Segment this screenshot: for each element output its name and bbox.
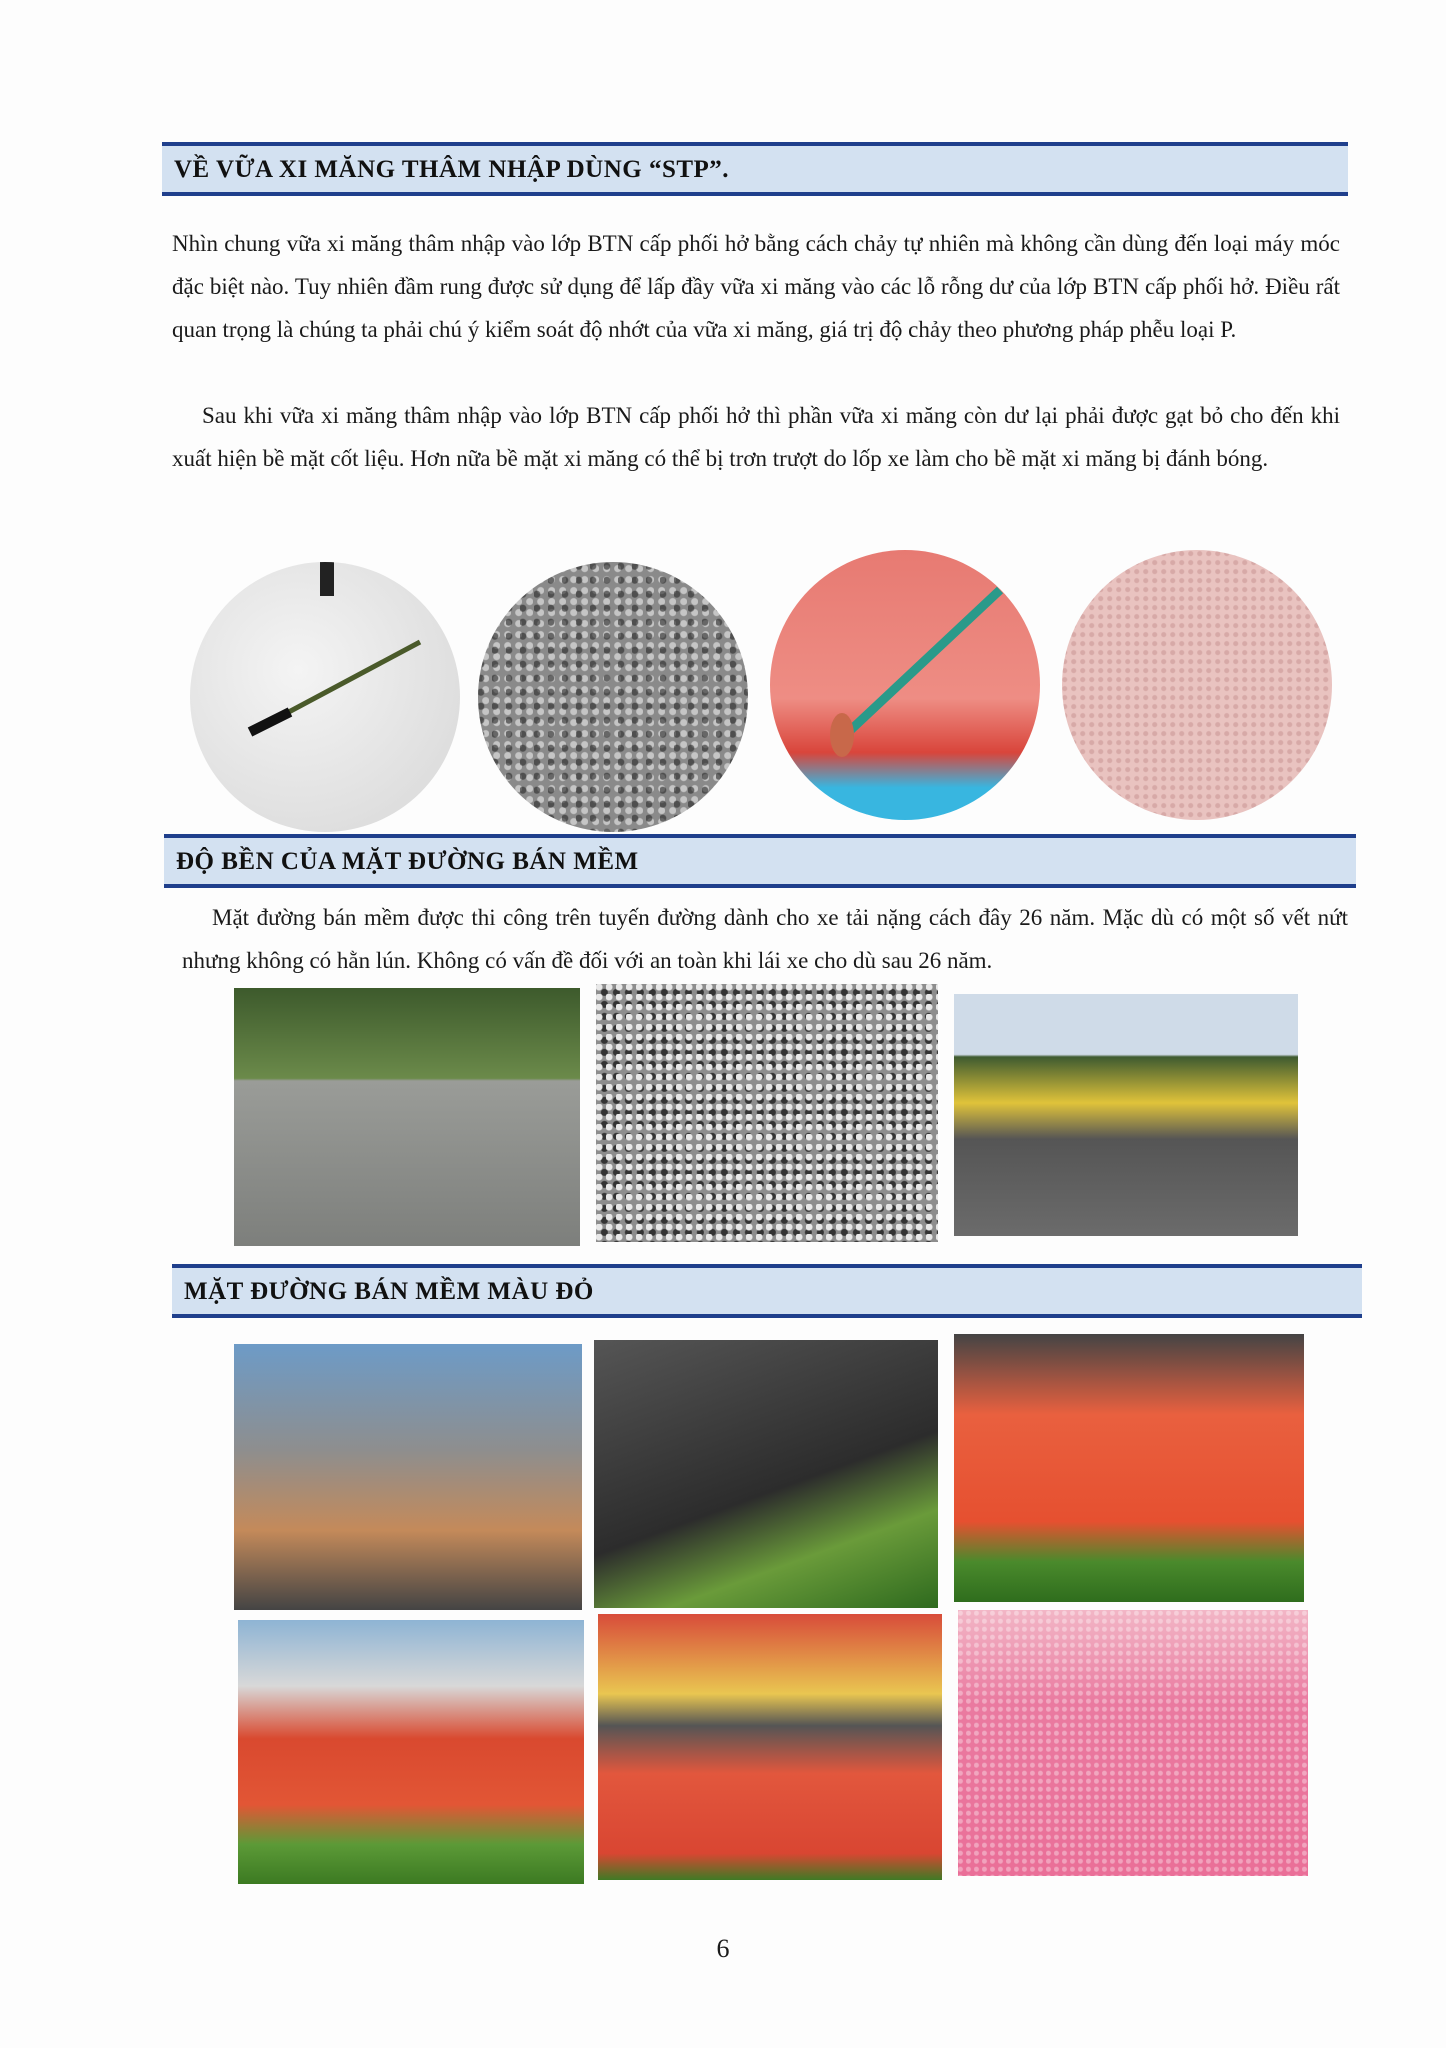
photo-hose-pouring-mortar bbox=[594, 1340, 938, 1608]
squeegee-illustration bbox=[190, 562, 460, 832]
stp-paragraph-1: Nhìn chung vữa xi măng thâm nhập vào lớp BTN cấp phối hở bằng cách chảy tự nhiên mà không cần dùng đến loại máy móc đặc biệt nào. Tuy nhiên đầm rung được sử dụng để lấp đầy vữa xi măng vào các lỗ rỗng dư của lớp BTN cấp phối hở. Điều rất quan trọng là chúng ta phải chú ý kiểm soát độ nhớt của vữa xi măng, giá trị độ chảy theo phương pháp phễu loại P. bbox=[172, 231, 1340, 342]
photo-surface-closeup bbox=[596, 984, 938, 1242]
photo-cement-surface-texture bbox=[478, 562, 748, 832]
section-title-stp: VỀ VỮA XI MĂNG THÂM NHẬP DÙNG “STP”. bbox=[174, 156, 730, 183]
stp-paragraph-2: Sau khi vữa xi măng thâm nhập vào lớp BTN cấp phối hở thì phần vữa xi măng còn dư lại phải được gạt bỏ cho đến khi xuất hiện bề mặt cốt liệu. Hơn nữa bề mặt xi măng có thể bị trơn trượt do lốp xe làm cho bề mặt xi măng bị đánh bóng. bbox=[172, 403, 1340, 471]
section-header-durability bbox=[164, 834, 1356, 888]
photo-spreading-mortar bbox=[190, 562, 460, 832]
photo-road-after-26-years bbox=[234, 988, 580, 1246]
durability-paragraph: Mặt đường bán mềm được thi công trên tuyến đường dành cho xe tải nặng cách đây 26 năm. Mặc dù có một số vết nứt nhưng không có hằn lún. Không có vấn đề đối với an toàn khi lái xe cho dù sau 26 năm. bbox=[182, 905, 1348, 973]
photo-red-surface-closeup bbox=[958, 1610, 1308, 1876]
photo-heavy-truck-on-road bbox=[954, 994, 1298, 1236]
section-header-stp bbox=[162, 142, 1348, 196]
photo-squeegee-red-mortar bbox=[954, 1334, 1304, 1602]
photo-pink-surface-texture bbox=[1062, 550, 1332, 820]
section-title-durability: ĐỘ BỀN CỦA MẶT ĐƯỜNG BÁN MỀM bbox=[176, 848, 639, 875]
section-header-red bbox=[172, 1264, 1362, 1318]
brush-illustration bbox=[770, 550, 1040, 820]
photo-red-mortar-brushing bbox=[770, 550, 1040, 820]
photo-bus-lane-red bbox=[598, 1614, 942, 1880]
photo-mixing-equipment bbox=[234, 1344, 582, 1610]
section-title-red: MẶT ĐƯỜNG BÁN MỀM MÀU ĐỎ bbox=[184, 1278, 594, 1305]
page-number: 6 bbox=[716, 1934, 730, 1963]
photo-roller-compaction bbox=[238, 1620, 584, 1884]
